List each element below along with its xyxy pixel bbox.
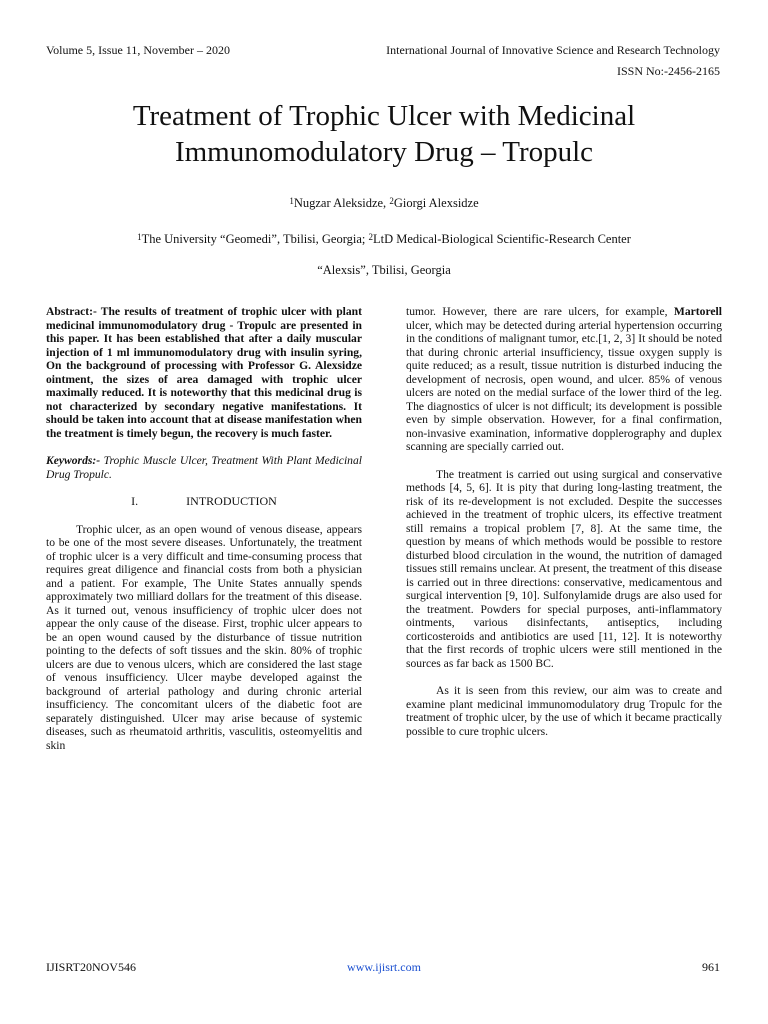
paragraph-continuation-rest: ulcer, which may be detected during arterial hypertension occurring in the conditions of malignant tumor, etc.[1, 2, 3] It should be noted that during chronic arterial insufficiency, tissue oxygen supply is quite reduced; as a result, tissue nutrition is disturbed inducing the development of necrosis, open wound, and ulcer. 85% of venous ulcers are noted on the medial surface of the lower third of the leg. The diagnostics of ulcer is not difficult; its development is possible even by simple observation. However, for a final confirmation, non-invasive examination, informative dopplerography and duplex scanning are specially carried out. bbox=[406, 318, 722, 453]
paper-id: IJISRT20NOV546 bbox=[46, 960, 136, 974]
intro-paragraph-1: Trophic ulcer, as an open wound of venous disease, appears to be one of the most severe diseases. Unfortunately, the treatment of trophic ulcer is a very difficult and time-consuming process that requires great diligence and financial costs from both a physician and a patient. For example, The Unite States annually spends approximately two milliard dollars for the treatment of this disease. As it turned out, venous insufficiency of trophic ulcer does not appear the only cause of the disease. First, trophic ulcer appears to be an open wound caused by the disturbance of tissue nutrition pointing to the defects of soft tissues and the skin. 80% of trophic ulcers are due to venous ulcers, which are considered the last stage of venous insufficiency. Ulcer maybe developed against the background of arterial pathology and during chronic arterial insufficiency. The concomitant ulcers of the diabetic foot are separately distinguished. Ulcer may arise because of systemic diseases, such as rheumatoid arthritis, vasculitis, osteomyelitis and skin bbox=[46, 522, 362, 752]
journal-url-link[interactable]: www.ijisrt.com bbox=[347, 960, 421, 974]
author-1-sup: 1 bbox=[289, 196, 294, 206]
volume-issue: Volume 5, Issue 11, November – 2020 bbox=[46, 43, 230, 57]
journal-name: International Journal of Innovative Science and Research Technology bbox=[386, 43, 720, 57]
title-line-1: Treatment of Trophic Ulcer with Medicinal bbox=[132, 100, 636, 132]
keywords bbox=[46, 454, 362, 481]
keywords-label: Keywords:- bbox=[46, 454, 101, 467]
martorell-term: Martorell bbox=[673, 305, 722, 318]
section-title: INTRODUCTION bbox=[186, 494, 277, 508]
keywords-text: Trophic Muscle Ulcer, Treatment With Plant Medicinal Drug Tropulc. bbox=[46, 454, 362, 481]
section-heading-introduction bbox=[46, 495, 362, 509]
affiliation-1: The University “Geomedi”, Tbilisi, Georgia; bbox=[141, 232, 369, 246]
paragraph-continuation-start: tumor. However, there are rare ulcers, for example, bbox=[406, 305, 674, 318]
affiliation-line-2: “Alexsis”, Tbilisi, Georgia bbox=[317, 263, 451, 277]
left-column bbox=[46, 305, 362, 766]
treatment-paragraph: The treatment is carried out using surgical and conservative methods [4, 5, 6]. It is pity that during long-lasting treatment, the risk of its re-development is not excluded. Despite the successes achieved in the treatment of trophic ulcers, its effective treatment still remains a tropical problem [7, 8]. At the same time, the question by means of which methods would be possible to restore disturbed blood circulation in the wound, the nutrition of damaged tissues still remains unclear. At present, the treatment of this disease is carried out in three directions: conservative, medicamentous and surgical intervention [9, 10]. Sulfonylamide drugs are also used for the treatment. Powders for special purposes, anti-inflammatory ointments, various disinfectants, antiseptics, including corticosteroids and antibiotics are used [11, 12]. It is noteworthy that the first records of trophic ulcers were still mentioned in the sources as far back as 1500 BC. bbox=[406, 467, 722, 670]
affiliation-1-sup: 1 bbox=[137, 232, 142, 242]
paragraph-continuation bbox=[406, 305, 722, 454]
section-number: I. bbox=[131, 494, 139, 508]
author-2-sup: 2 bbox=[389, 196, 394, 206]
affiliation-2: LtD Medical-Biological Scientific-Research Center bbox=[373, 232, 631, 246]
affiliation-2-sup: 2 bbox=[368, 232, 373, 242]
page-number: 961 bbox=[702, 960, 720, 974]
right-column bbox=[406, 305, 722, 752]
affiliation-line-1 bbox=[0, 232, 768, 247]
abstract: Abstract:- The results of treatment of trophic ulcer with plant medicinal immunomodulatory drug - Tropulc are presented in this paper. It has been established that after a daily muscular injection of 1 ml immunomodulatory drug with insulin syring, On the background of processing with Professor G. Alexsidze ointment, the sizes of area damaged with trophic ulcer maximally reduced. It is noteworthy that this medicinal drug is not characterized by secondary negative manifestations. It should be taken into account that at disease manifestation when the treatment is timely begun, the recovery is much faster. bbox=[46, 305, 362, 440]
author-1: Nugzar Aleksidze, bbox=[293, 196, 390, 210]
title-line-2: Immunomodulatory Drug – Tropulc bbox=[174, 136, 594, 168]
paper-title bbox=[60, 98, 708, 170]
authors bbox=[0, 196, 768, 211]
issn: ISSN No:-2456-2165 bbox=[616, 64, 720, 78]
author-2: Giorgi Alexsidze bbox=[393, 196, 479, 210]
aim-paragraph: As it is seen from this review, our aim was to create and examine plant medicinal immunomodulatory drug Tropulc for the treatment of trophic ulcer, by the use of which it became practically possible to cure trophic ulcers. bbox=[406, 684, 722, 738]
